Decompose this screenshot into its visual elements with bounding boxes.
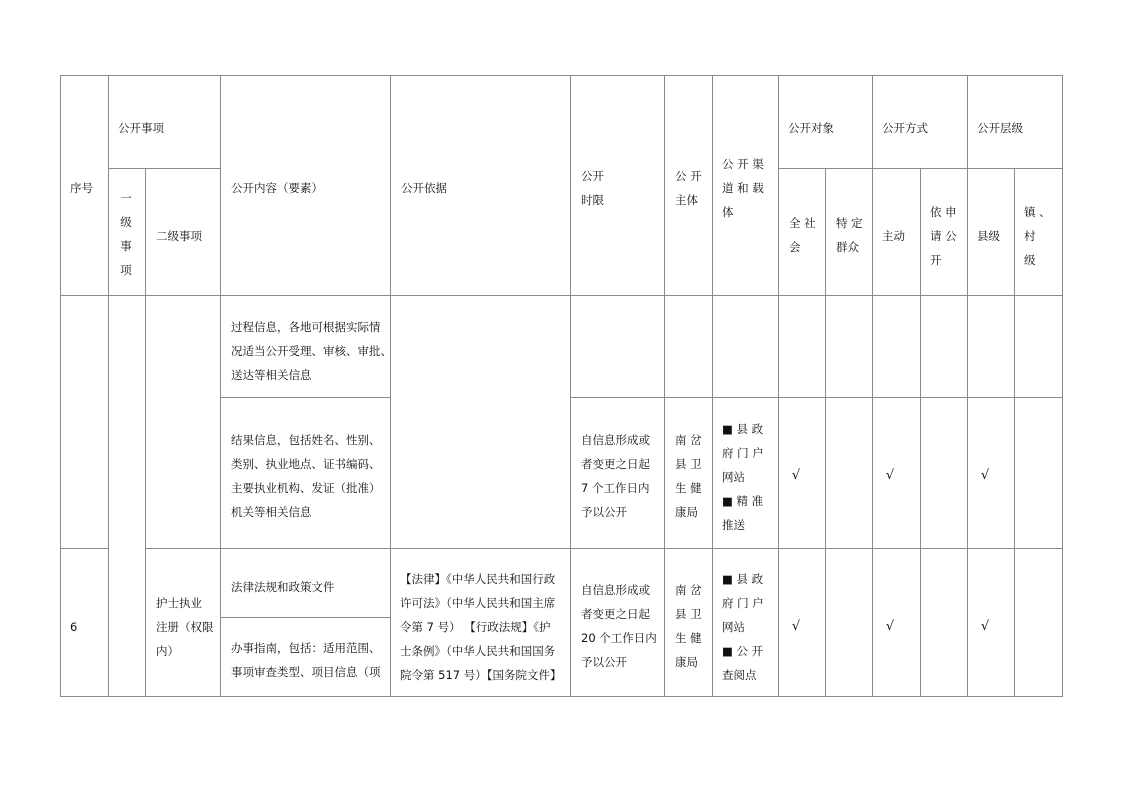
col-line-5 <box>570 75 571 697</box>
col-line-11 <box>920 168 921 697</box>
col-line-6 <box>664 75 665 697</box>
col-line-7 <box>712 75 713 697</box>
header-target-specific: 特 定 群众 <box>836 216 863 254</box>
header-level2-item: 二级事项 <box>156 229 202 243</box>
row-divider-nurse-left <box>60 548 108 549</box>
row-divider-laws <box>220 617 390 618</box>
row-divider-nurse <box>145 548 1063 549</box>
col-line-0 <box>60 75 61 697</box>
nurse-time-limit: 自信息形成或 者变更之日起 20 个工作日内 予以公开 <box>581 583 657 669</box>
header-public-items: 公开事项 <box>118 121 164 135</box>
result-check-county: √ <box>980 468 990 483</box>
header-level1-item: 一 级 事 项 <box>120 191 132 277</box>
result-info: 结果信息，包括姓名、性别、 类别、执业地点、证书编码、 主要执业机构、发证（批准） 机关等相关信息 <box>231 433 381 519</box>
header-basis: 公开依据 <box>401 181 447 195</box>
nurse-check-active: √ <box>885 619 895 634</box>
header-method-request: 依 申 请 公 开 <box>930 205 957 267</box>
header-divider-l1 <box>108 168 220 169</box>
col-line-14 <box>1062 75 1063 697</box>
result-check-active: √ <box>885 468 895 483</box>
nurse-basis: 【法律】《中华人民共和国行政 许可法》（中华人民共和国主席 令第 7 号） 【行政法规】《护 士条例》（中华人民共和国国务 院令第 517 号）【国务院文件】 <box>400 572 562 682</box>
result-check-all: √ <box>791 468 801 483</box>
header-content: 公开内容（要素） <box>231 181 323 195</box>
col-line-8 <box>778 75 779 697</box>
nurse-subject: 南 岔 县 卫 生 健 康局 <box>675 583 702 669</box>
nurse-channel: ■ 县 政 府 门 户 网站 ■ 公 开 查阅点 <box>722 572 764 682</box>
header-level-town: 镇 、 村 级 <box>1024 205 1051 267</box>
result-channel: ■ 县 政 府 门 户 网站 ■ 精 准 推送 <box>722 422 764 532</box>
col-line-9 <box>825 168 826 697</box>
process-info: 过程信息，各地可根据实际情 况适当公开受理、审核、审批、 送达等相关信息 <box>231 320 392 382</box>
row-seq-6: 6 <box>70 620 78 634</box>
header-level-county: 县级 <box>977 229 1000 243</box>
col-line-12 <box>967 75 968 697</box>
header-target-all: 全 社 会 <box>789 216 816 254</box>
service-guide: 办事指南，包括：适用范围、 事项审查类型、项目信息（项 <box>231 641 381 679</box>
col-line-2 <box>145 168 146 697</box>
header-subject: 公 开 主体 <box>675 169 702 207</box>
header-seq: 序号 <box>70 181 93 195</box>
header-target: 公开对象 <box>788 121 834 135</box>
nurse-item: 护士执业 注册（权限 内） <box>156 596 214 658</box>
table-border-top <box>60 75 1063 76</box>
header-channel: 公 开 渠 道 和 载 体 <box>722 157 764 219</box>
header-method-active: 主动 <box>882 229 905 243</box>
col-line-1 <box>108 75 109 697</box>
col-line-10 <box>872 75 873 697</box>
laws-policies: 法律法规和政策文件 <box>231 580 335 594</box>
header-method: 公开方式 <box>882 121 928 135</box>
header-level: 公开层级 <box>977 121 1023 135</box>
nurse-check-all: √ <box>791 619 801 634</box>
result-time-limit: 自信息形成或 者变更之日起 7 个工作日内 予以公开 <box>581 433 650 519</box>
table-border-bottom <box>60 696 1063 697</box>
row-divider-process <box>220 397 390 398</box>
col-line-3 <box>220 75 221 697</box>
nurse-check-county: √ <box>980 619 990 634</box>
header-bottom <box>60 295 1063 296</box>
col-line-13 <box>1014 168 1015 697</box>
header-time-limit: 公开 时限 <box>581 169 604 207</box>
result-subject: 南 岔 县 卫 生 健 康局 <box>675 433 702 519</box>
row-divider-process-right <box>570 397 1063 398</box>
